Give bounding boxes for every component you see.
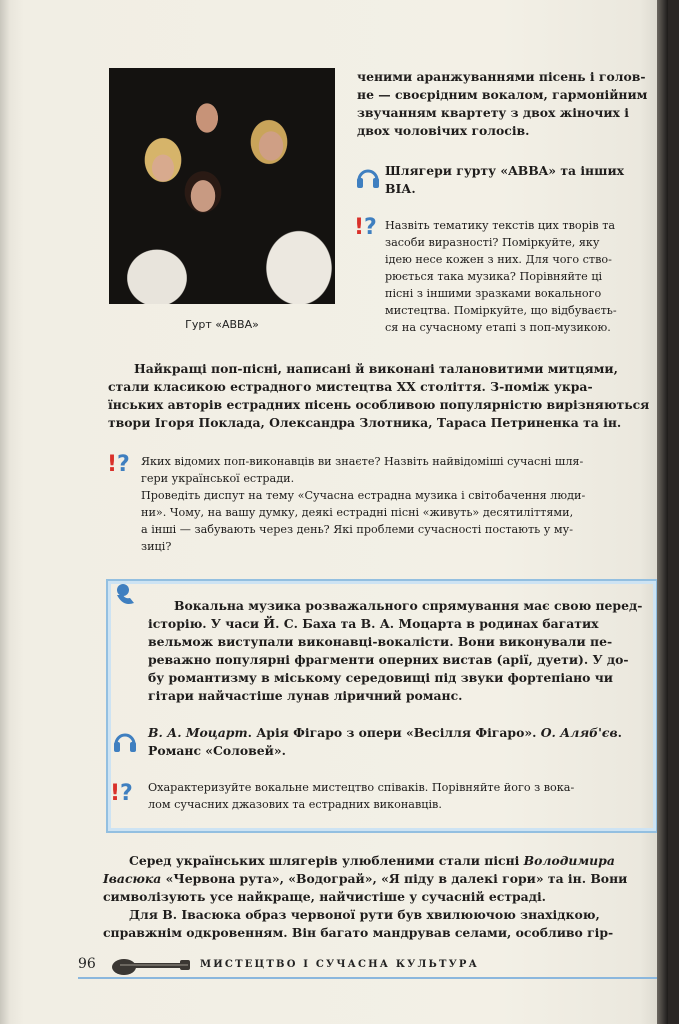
box-listen: В. А. Моцарт. Арія Фігаро з опери «Весілля Фігаро». О. Аляб'єв. Романс «Соловей». — [148, 725, 622, 758]
photo-caption: Гурт «ABBA» — [185, 318, 259, 331]
running-title: МИСТЕЦТВО І СУЧАСНА КУЛЬТУРА — [200, 959, 479, 970]
headphones-icon — [356, 164, 380, 190]
abba-photo — [109, 68, 335, 304]
listen-block-1: Шлягери гурту «ABBA» та інших ВІА. — [385, 163, 625, 196]
singer-icon — [114, 583, 136, 607]
page-number: 96 — [78, 956, 96, 972]
question-icon: !? — [107, 452, 130, 477]
book-spine — [657, 0, 668, 1024]
paragraph-2: Серед українських шлягерів улюбленими стали пісні Володимира Івасюка «Червона рута», «Водограй», «Я піду в далекі гори» та ін. Вони символізують усе найкраще, найчистіше у сучасній естраді. Для В. Івасюка образ червоної рути був хвилюючою знахідкою, справжнім одкровенням. Він багато мандрував селами, особливо гір- — [103, 853, 628, 940]
question-icon: !? — [354, 215, 377, 240]
question-block-2: Яких відомих поп-виконавців ви знаєте? Назвіть найвідоміші сучасні шля- гери української естради. Проведіть диспут на тему «Сучасна естрадна музика і світобачення люди- ни». Чому, на вашу думку, деякі естрадні пісні «живуть» десятиліттями, а інші — забувають через день? Які проблеми сучасності постають у му- зиці? — [141, 455, 586, 553]
headphones-icon — [113, 728, 137, 754]
question-block-1: Назвіть тематику текстів цих творів та засоби виразності? Поміркуйте, яку ідею несе кожен з них. Для чого ство- рюється така музика? Порівняйте ці пісні з іншими зразками вокального мистецтва. Поміркуйте, що відбуваєть- ся на сучасному етапі з поп-музикою. — [385, 219, 617, 334]
box-question: Охарактеризуйте вокальне мистецтво співаків. Порівняйте його з вока- лом сучасних джазових та естрадних виконавців. — [148, 781, 575, 811]
box-text: Вокальна музика розважального спрямування має свою перед- історію. У часи Й. С. Баха та В. А. Моцарта в родинах багатих вельмож виступали виконавці-вокалісти. Вони виконували пе- реважно популярні фрагменти оперних вистав (арії, дуети). У до- бу романтизму в міському середовищі під звуки фортепіано чи гітари найчастіше лунав ліричний романс. — [148, 598, 643, 703]
right-column-text: ченими аранжуваннями пісень і голов- не — своєрідним вокалом, гармонійним звучанням квартету з двох жіночих і двох чоловічих голосів. — [357, 69, 648, 138]
guitar-icon — [110, 951, 192, 977]
question-icon: !? — [110, 781, 133, 806]
paragraph-1: Найкращі поп-пісні, написані й виконані талановитими митцями, стали класикою естрадного мистецтва ХХ століття. З-поміж укра- їнських авторів естрадних пісень особливою популярністю вирізняються твори Ігоря Поклада, Олександра Злотника, Тараса Петриненка та ін. — [108, 361, 650, 430]
